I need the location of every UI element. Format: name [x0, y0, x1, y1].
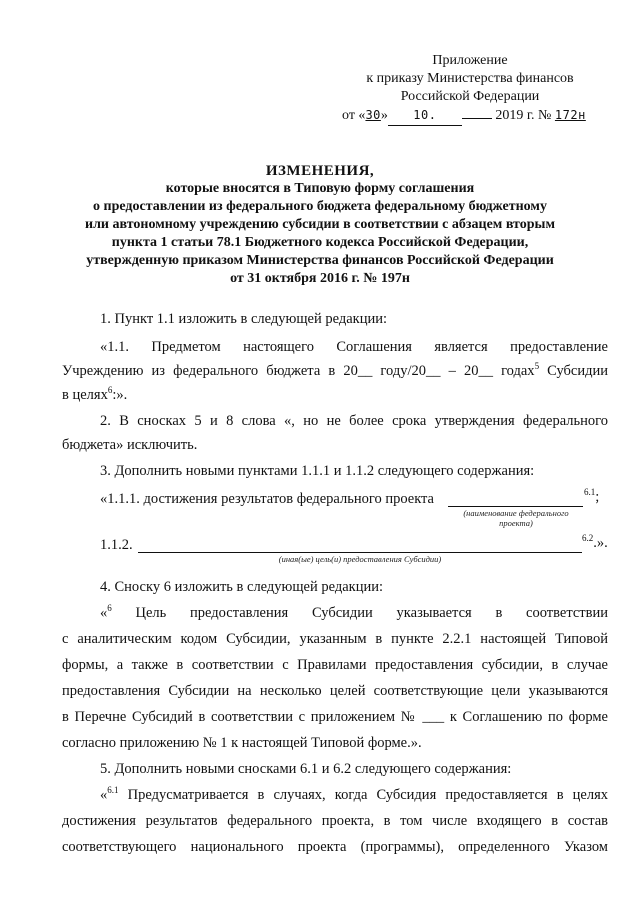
- date-mid: »: [380, 108, 388, 123]
- item-4-quote-line-1: [100, 604, 608, 622]
- item-4-quote-line-1-b: Цель предоставления Субсидии указывается в соответствии: [111, 605, 608, 621]
- item-1-quote-line-3-a: в целях: [62, 387, 108, 403]
- item-1-quote-line-1: «1.1. Предметом настоящего Соглашения является предоставление: [100, 339, 608, 355]
- title-line-2: о предоставлении из федерального бюджета федеральному бюджетному: [93, 199, 547, 214]
- item-3-text: 3. Дополнить новыми пунктами 1.1.1 и 1.1.2 следующего содержания:: [100, 463, 535, 479]
- date-year-blank: [462, 118, 492, 119]
- other-purpose-caption: (иная(ые) цель(и) предоставления Субсидии): [278, 554, 442, 564]
- item-1-quote-line-2: [62, 362, 608, 380]
- item-3-subitem-1-suffix: [584, 488, 599, 506]
- date-day: 30: [365, 108, 381, 122]
- date-month-field: [388, 106, 462, 126]
- item-5-quote-open: «: [100, 787, 108, 803]
- item-5-quote-line-1-b: Предусматривается в случаях, когда Субсидия предоставляется в целях: [118, 787, 608, 803]
- item-5-text: 5. Дополнить новыми сносками 6.1 и 6.2 следующего содержания:: [100, 761, 512, 777]
- header-line-1: Приложение: [432, 53, 508, 68]
- item-4-text: 4. Сноску 6 изложить в следующей редакции:: [100, 579, 384, 595]
- date-month: 10.: [413, 108, 437, 122]
- item-3-subitem-2-end: .».: [593, 535, 608, 551]
- title-line-5: утвержденную приказом Министерства финансов Российской Федерации: [86, 253, 554, 268]
- item-4-quote-line-4: предоставления Субсидии на несколько целей соответствующие цели указываются: [62, 683, 608, 699]
- item-5-quote-line-1: [100, 786, 608, 804]
- title-line-4: пункта 1 статьи 78.1 Бюджетного кодекса Российской Федерации,: [111, 235, 529, 250]
- header-line-2: к приказу Министерства финансов: [366, 71, 574, 86]
- federal-project-caption: [446, 508, 586, 528]
- item-1-quote-line-2-a: Учреждению из федерального бюджета в 20__ году/20__ – 20__ годах: [62, 363, 535, 379]
- item-1-quote-line-3-b: :».: [112, 387, 128, 403]
- title-heading: ИЗМЕНЕНИЯ,: [265, 163, 375, 179]
- item-4-quote-line-2: с аналитическим кодом Субсидии, указанным в пункте 2.2.1 настоящей Типовой: [62, 631, 608, 647]
- footnote-ref-6-1: 6.1: [584, 487, 596, 498]
- date-year-text: 2019 г. №: [495, 108, 552, 123]
- date-prefix: от «: [342, 108, 366, 123]
- footnote-ref-6-1-new: 6.1: [107, 785, 119, 796]
- footnote-ref-6: 6: [107, 385, 113, 396]
- item-4-quote-line-5: в Перечне Субсидий в соответствии с приложением № ___ к Соглашению по форме: [62, 709, 608, 725]
- item-3-subitem-2-suffix: [582, 534, 608, 552]
- item-3-subitem-1: «1.1.1. достижения результатов федерального проекта: [100, 491, 434, 507]
- item-2-line-1: 2. В сносках 5 и 8 слова «, но не более срока утверждения федерального: [100, 413, 608, 429]
- item-1-quote-line-3: [62, 386, 127, 404]
- document-title: [60, 162, 580, 288]
- title-line-3: или автономному учреждению субсидии в соответствии с абзацем вторым: [85, 217, 555, 232]
- item-4-quote-open: «: [100, 605, 108, 621]
- item-5-quote-line-2: достижения результатов федерального проекта, в том числе входящего в состав: [62, 813, 608, 829]
- item-1-text: 1. Пункт 1.1 изложить в следующей редакции:: [100, 311, 388, 327]
- item-4-quote-line-3: формы, а также в соответствии с Правилами предоставления субсидии, в случае: [62, 657, 608, 673]
- footnote-ref-5: 5: [534, 361, 540, 372]
- order-date-line: [342, 106, 600, 126]
- footnote-ref-6-new: 6: [107, 603, 112, 614]
- title-line-1: которые вносятся в Типовую форму соглашения: [165, 181, 475, 196]
- item-3-subitem-2-blank: [138, 552, 582, 553]
- federal-project-caption-line-1: (наименование федерального: [463, 508, 569, 518]
- footnote-ref-6-2: 6.2: [582, 533, 594, 544]
- item-3-subitem-1-blank: [448, 506, 583, 507]
- attachment-header: [340, 52, 600, 126]
- item-1-quote-line-2-b: Субсидии: [539, 363, 609, 379]
- order-number: 172н: [554, 108, 586, 122]
- federal-project-caption-line-2: проекта): [499, 518, 533, 528]
- title-line-6: от 31 октября 2016 г. № 197н: [230, 271, 410, 286]
- item-3-subitem-2: 1.1.2.: [100, 537, 133, 553]
- item-3-subitem-1-end: ;: [595, 489, 600, 505]
- item-4-quote-line-6: согласно приложению № 1 к настоящей Типовой форме.».: [62, 735, 422, 751]
- header-line-3: Российской Федерации: [400, 89, 540, 104]
- item-2-line-2: бюджета» исключить.: [62, 437, 198, 453]
- item-5-quote-line-3: соответствующего национального проекта (программы), определенного Указом: [62, 839, 608, 855]
